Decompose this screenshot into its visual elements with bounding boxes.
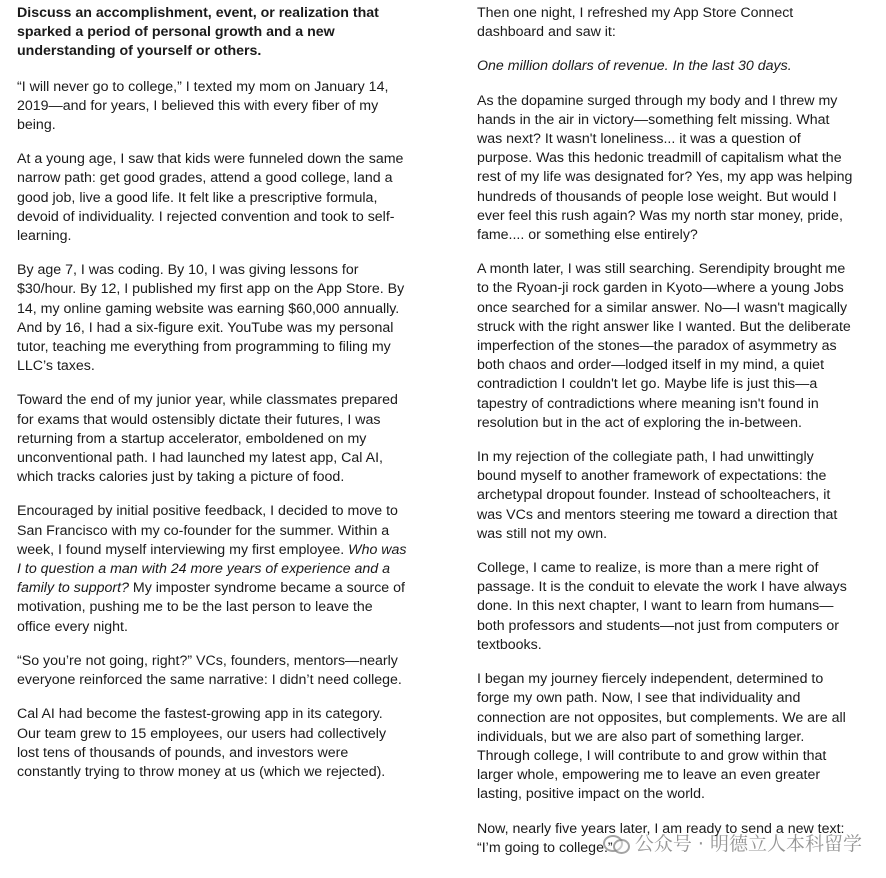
essay-paragraph: Now, nearly five years later, I am ready to send a new text: “I’m going to college.” xyxy=(477,820,845,856)
essay-paragraph: “So you’re not going, right?” VCs, founders, mentors—nearly everyone reinforced the same narrative: I didn’t need college. xyxy=(17,652,402,689)
essay-paragraph: Cal AI had become the fastest-growing app in its category. Our team grew to 15 employees, our users had collectively lost tens of thousands of pounds, and investors were constantly trying to throw money at us (which we rejected). xyxy=(17,706,387,780)
essay-paragraph: By age 7, I was coding. By 10, I was giving lessons for $30/hour. By 12, I published my first app on the App Store. By 14, my online gaming website was earning $60,000 annually. And by 16, I had a six-figure exit. YouTube was my personal tutor, teaching me everything from programming to filing my LLC’s taxes. xyxy=(17,262,405,375)
watermark-text: 公众号 · 明德立人本科留学 xyxy=(634,833,862,855)
paragraph-text: Encouraged by initial positive feedback, I decided to move to San Francisco with my co-founder for the summer. Within a week, I found myself interviewing my first employee. xyxy=(17,503,398,558)
paragraph-text: My imposter syndrome became a source of motivation, pushing me to be the last person to leave the office every night. xyxy=(17,580,405,635)
essay-paragraph: In my rejection of the collegiate path, I had unwittingly bound myself to another framework of expectations: the archetypal dropout founder. Instead of schoolteachers, it was VCs and mentors steering me toward a direction that was still not my own. xyxy=(477,449,838,542)
essay-paragraph: As the dopamine surged through my body and I threw my hands in the air in victory—something felt missing. What was next? It wasn't loneliness... it was a question of purpose. Was this hedonic treadmill of capitalism what the rest of my life was designated for? Yes, my app was helping hundreds of thousands of people lose weight. But would I ever feel this rush again? Was my north star money, pride, fame.... or something else entirely? xyxy=(477,92,853,244)
essay-paragraph xyxy=(17,502,409,636)
essay-paragraph: At a young age, I saw that kids were funneled down the same narrow path: get good grades, attend a good college, land a good job, live a good life. It felt like a prescriptive formula, devoid of individuality. I rejected convention and took to self-learning. xyxy=(17,151,404,245)
essay-paragraph: Toward the end of my junior year, while classmates prepared for exams that would ostensibly dictate their futures, I was returning from a startup accelerator, emboldened on my unconventional path. I had launched my latest app, Cal AI, which tracks calories just by taking a picture of food. xyxy=(17,392,398,486)
essay-paragraph: Then one night, I refreshed my App Store Connect dashboard and saw it: xyxy=(477,5,794,41)
essay-right-column xyxy=(477,4,857,873)
italic-question: Who was I to question a man with 24 more years of experience and a family to support? xyxy=(17,541,407,597)
essay-paragraph: A month later, I was still searching. Serendipity brought me to the Ryoan-ji rock garden in Kyoto—where a young Jobs once searched for a similar answer. No—I wasn't magically struck with the right answer like I wanted. But the deliberate imperfection of the stones—the paradox of asymmetry as both chaos and order—lodged itself in my mind, a quiet contradiction I couldn't let go. Maybe life is just this—a tapestry of contradictions where meaning isn't found in resolution but in the act of exploring the in-between. xyxy=(477,261,851,431)
revenue-quote: One million dollars of revenue. In the last 30 days. xyxy=(477,58,792,75)
essay-paragraph: College, I came to realize, is more than a mere right of passage. It is the conduit to elevate the work I have always done. In this next chapter, I want to learn from humans—both professors and students—not just from computers or textbooks. xyxy=(477,560,847,653)
essay-left-column xyxy=(17,4,409,797)
essay-paragraph: “I will never go to college,” I texted my mom on January 14, 2019—and for years, I believed this with every fiber of my being. xyxy=(17,78,389,134)
essay-paragraph: I began my journey fiercely independent, determined to forge my own path. Now, I see that individuality and connection are not opposites, but complements. We are all individuals, but we are also part of something larger. Through college, I will contribute to and grow within that larger whole, empowering me to leave an even greater lasting, positive impact on the world. xyxy=(477,671,846,803)
essay-prompt-heading: Discuss an accomplishment, event, or realization that sparked a period of personal growth and a new understanding of yourself or others. xyxy=(17,5,379,60)
